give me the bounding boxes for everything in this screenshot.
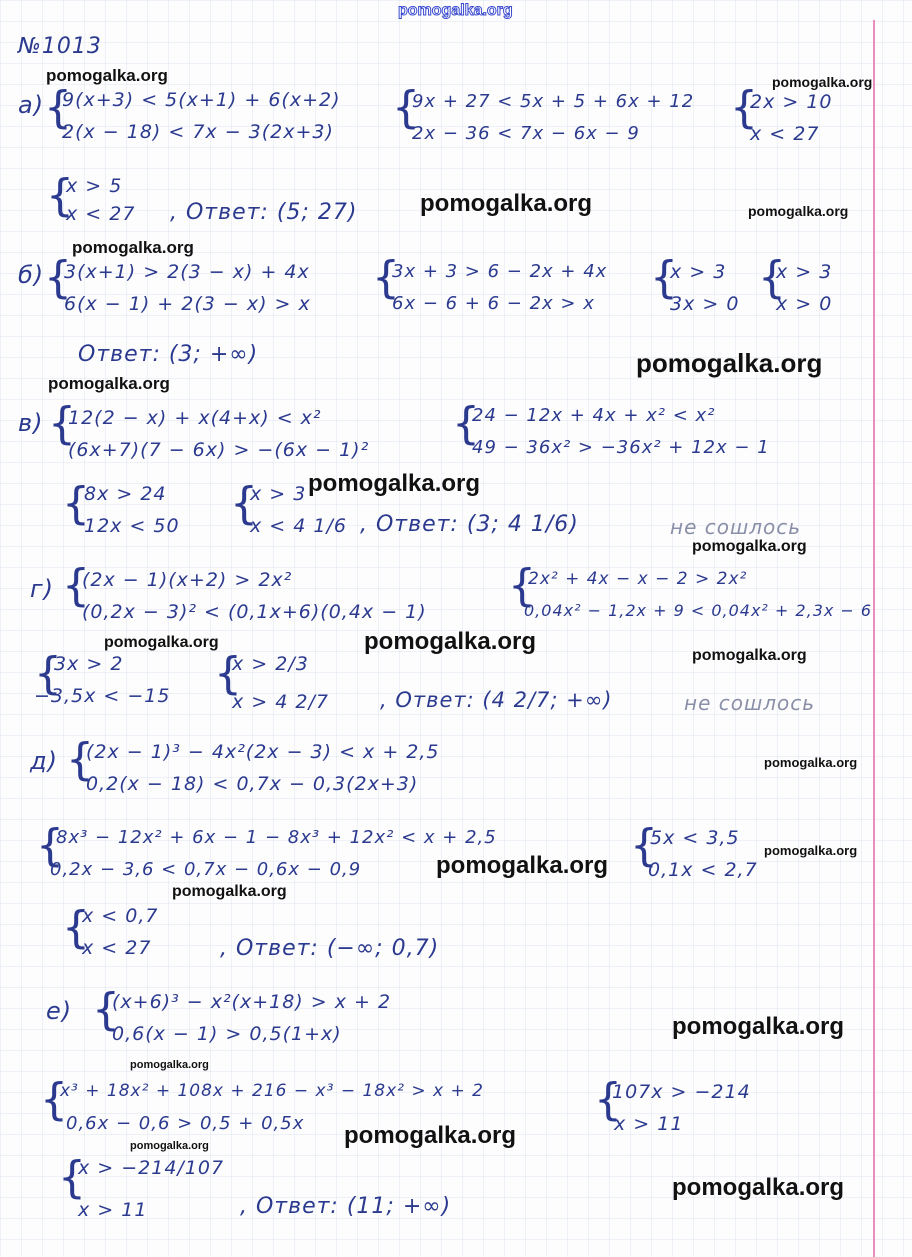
part-d-answer: , Ответ: (−∞; 0,7) xyxy=(220,936,440,961)
part-g-sys3-line1: 3x > 2 xyxy=(54,653,124,675)
part-d-sys3-line1: 5x < 3,5 xyxy=(650,827,740,849)
part-a-sys2-line1: 9x + 27 < 5x + 5 + 6x + 12 xyxy=(412,91,695,112)
part-a-brace-4: { xyxy=(46,170,74,221)
part-e-sys4-line1: x > −214/107 xyxy=(78,1157,225,1179)
part-g-brace-2: { xyxy=(508,560,536,611)
part-a-sys1-line2: 2(x − 18) < 7x − 3(2x+3) xyxy=(62,121,334,143)
part-e-sys1-line2: 0,6(x − 1) > 0,5(1+x) xyxy=(112,1023,342,1045)
part-a-label: а) xyxy=(18,91,45,119)
part-d-sys4-line1: x < 0,7 xyxy=(82,905,159,927)
part-e-brace-4: { xyxy=(58,1152,86,1203)
part-g-sys2-line2: 0,04x² − 1,2x + 9 < 0,04x² + 2,3x − 6 xyxy=(524,601,873,620)
part-g-sys2-line1: 2x² + 4x − x − 2 > 2x² xyxy=(528,569,748,589)
part-e-sys3-line1: 107x > −214 xyxy=(612,1081,751,1103)
part-e-sys2-line2: 0,6x − 0,6 > 0,5 + 0,5x xyxy=(66,1113,305,1134)
part-e-brace-3: { xyxy=(594,1074,622,1125)
part-b-sys2-line1: 3x + 3 > 6 − 2x + 4x xyxy=(392,261,608,282)
part-b-brace-4: { xyxy=(758,252,786,303)
part-b-sys4-line1: x > 3 xyxy=(776,261,833,283)
part-v-sys1-line1: 12(2 − x) + x(4+x) < x² xyxy=(68,407,322,429)
part-v-brace-3: { xyxy=(62,478,90,529)
part-b-sys3-line2: 3x > 0 xyxy=(670,293,740,315)
part-b-answer: Ответ: (3; +∞) xyxy=(78,342,259,367)
part-v-sys2-line2: 49 − 36x² > −36x² + 12x − 1 xyxy=(472,437,770,458)
part-v-sys4-line1: x > 3 xyxy=(250,483,307,505)
part-a-sys4-line2: x < 27 xyxy=(66,203,136,225)
watermark: pomogalka.org xyxy=(46,66,168,85)
part-d-sys2-line2: 0,2x − 3,6 < 0,7x − 0,6x − 0,9 xyxy=(50,859,362,880)
part-a-sys2-line2: 2x − 36 < 7x − 6x − 9 xyxy=(412,123,640,144)
part-d-sys2-line1: 8x³ − 12x² + 6x − 1 − 8x³ + 12x² < x + 2,5 xyxy=(56,827,497,848)
part-v-sys2-line1: 24 − 12x + 4x + x² < x² xyxy=(472,405,716,426)
part-d-sys1-line2: 0,2(x − 18) < 0,7x − 0,3(2x+3) xyxy=(86,773,419,795)
part-v-sys1-line2: (6x+7)(7 − 6x) > −(6x − 1)² xyxy=(68,439,370,461)
watermark: pomogalka.org xyxy=(672,1013,845,1040)
part-e-sys2-line1: x³ + 18x² + 108x + 216 − x³ − 18x² > x + 2 xyxy=(60,1081,484,1101)
part-b-sys2-line2: 6x − 6 + 6 − 2x > x xyxy=(392,293,595,314)
part-b-sys3-line1: x > 3 xyxy=(670,261,727,283)
part-d-brace-2: { xyxy=(36,820,64,871)
part-b-brace-1: { xyxy=(44,252,72,303)
part-g-note: не сошлось xyxy=(684,691,816,715)
part-e-sys3-line2: x > 11 xyxy=(614,1113,684,1135)
part-v-brace-4: { xyxy=(230,478,258,529)
part-b-sys1-line1: 3(x+1) > 2(3 − x) + 4x xyxy=(64,261,310,283)
watermark: pomogalka.org xyxy=(748,203,849,219)
part-v-brace-1: { xyxy=(48,398,76,449)
part-b-brace-2: { xyxy=(372,252,400,303)
part-g-brace-1: { xyxy=(62,560,90,611)
part-a-sys3-line2: x < 27 xyxy=(750,123,820,145)
part-e-brace-1: { xyxy=(92,984,120,1035)
part-v-answer: , Ответ: (3; 4 1/6) xyxy=(360,512,579,537)
part-d-sys4-line2: x < 27 xyxy=(82,937,152,959)
part-g-sys4-line1: x > 2/3 xyxy=(232,653,309,675)
part-d-brace-3: { xyxy=(630,820,658,871)
part-g-brace-3: { xyxy=(34,648,62,699)
margin-line xyxy=(873,20,875,1257)
watermark: pomogalka.org xyxy=(420,190,593,217)
part-g-brace-4: { xyxy=(214,648,242,699)
part-a-brace-3: { xyxy=(730,82,758,133)
part-v-sys3-line2: 12x < 50 xyxy=(84,515,180,537)
part-e-sys4-line2: x > 11 xyxy=(78,1199,148,1221)
part-a-brace-2: { xyxy=(392,82,420,133)
part-g-sys1-line2: (0,2x − 3)² < (0,1x+6)(0,4x − 1) xyxy=(82,601,427,623)
part-v-sys4-line2: x < 4 1/6 xyxy=(250,515,347,537)
part-a-sys4-line1: x > 5 xyxy=(66,175,123,197)
part-d-brace-1: { xyxy=(66,734,94,785)
part-b-label: б) xyxy=(18,261,45,289)
watermark: pomogalka.org xyxy=(130,1059,209,1071)
watermark: pomogalka.org xyxy=(308,470,481,497)
watermark: pomogalka.org xyxy=(436,852,609,879)
part-a-sys1-line1: 9(x+3) < 5(x+1) + 6(x+2) xyxy=(62,89,341,111)
part-v-label: в) xyxy=(18,409,44,437)
problem-number: №1013 xyxy=(18,34,102,59)
watermark: pomogalka.org xyxy=(764,843,858,858)
part-g-answer: , Ответ: (4 2/7; +∞) xyxy=(380,688,613,712)
part-g-sys4-line2: x > 4 2/7 xyxy=(232,691,329,713)
part-e-answer: , Ответ: (11; +∞) xyxy=(240,1194,452,1219)
part-e-brace-2: { xyxy=(40,1074,68,1125)
watermark: pomogalka.org xyxy=(636,348,823,378)
watermark: pomogalka.org xyxy=(130,1140,209,1152)
part-b-sys4-line2: x > 0 xyxy=(776,293,833,315)
part-g-sys3-line2: −3,5x < −15 xyxy=(34,685,171,707)
watermark: pomogalka.org xyxy=(344,1122,517,1149)
part-b-brace-3: { xyxy=(650,252,678,303)
part-v-note: не сошлось xyxy=(670,515,802,539)
part-a-sys3-line1: 2x > 10 xyxy=(750,91,833,113)
watermark: pomogalka.org xyxy=(364,628,537,655)
part-a-answer: , Ответ: (5; 27) xyxy=(170,200,358,225)
part-g-sys1-line1: (2x − 1)(x+2) > 2x² xyxy=(82,569,293,591)
watermark: pomogalka.org xyxy=(72,238,194,257)
watermark: pomogalka.org xyxy=(772,74,873,90)
watermark: pomogalka.org xyxy=(764,755,858,770)
watermark: pomogalka.org xyxy=(672,1174,845,1201)
part-d-sys1-line1: (2x − 1)³ − 4x²(2x − 3) < x + 2,5 xyxy=(86,741,440,763)
part-e-sys1-line1: (x+6)³ − x²(x+18) > x + 2 xyxy=(112,991,392,1013)
part-v-brace-2: { xyxy=(452,398,480,449)
watermark: pomogalka.org xyxy=(48,374,170,393)
watermark: pomogalka.org xyxy=(692,647,807,664)
part-d-sys3-line2: 0,1x < 2,7 xyxy=(648,859,758,881)
watermark: pomogalka.org xyxy=(692,538,807,555)
part-a-brace-1: { xyxy=(44,82,72,133)
part-d-brace-4: { xyxy=(62,902,90,953)
part-d-label: д) xyxy=(30,747,58,775)
part-e-label: е) xyxy=(46,997,73,1025)
part-v-sys3-line1: 8x > 24 xyxy=(84,483,167,505)
part-g-label: г) xyxy=(30,575,54,603)
part-b-sys1-line2: 6(x − 1) + 2(3 − x) > x xyxy=(64,293,311,315)
watermark: pomogalka.org xyxy=(172,883,287,900)
watermark-top: pomogalka.org xyxy=(398,2,513,19)
watermark: pomogalka.org xyxy=(104,634,219,651)
